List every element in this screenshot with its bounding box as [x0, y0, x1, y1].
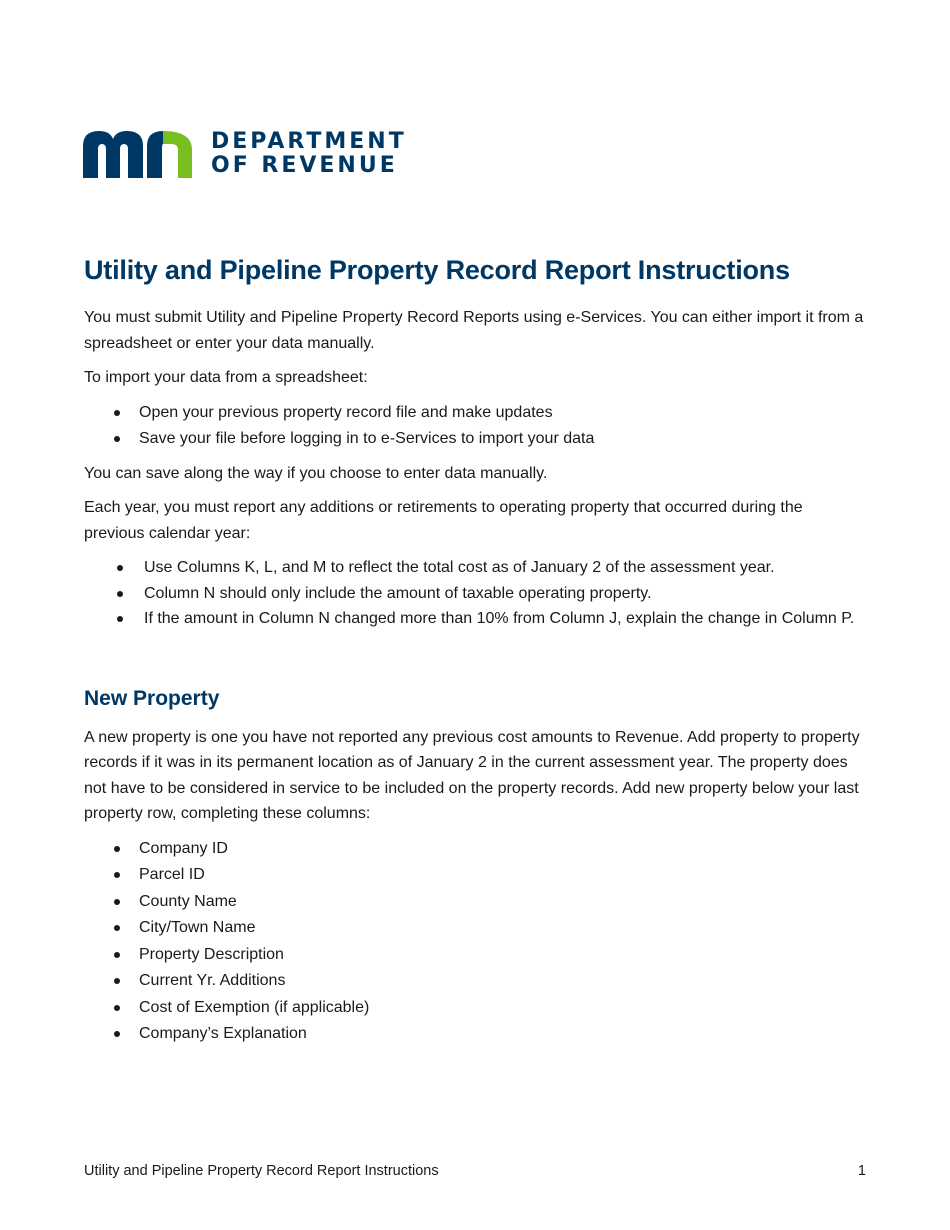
logo-text: [211, 130, 407, 178]
page-number: 1: [857, 1163, 866, 1179]
list-item: Company ID: [84, 836, 866, 862]
department-logo: [83, 128, 407, 180]
logo-line-1: DEPARTMENT: [211, 129, 407, 155]
yearly-items-list: [84, 555, 866, 632]
manual-note: You can save along the way if you choose to enter data manually.: [84, 464, 548, 482]
intro-paragraph: You must submit Utility and Pipeline Property Record Reports using e-Services. You can either import it from a spreadsheet or enter your data manually.: [84, 309, 864, 352]
new-property-columns-list: [84, 836, 866, 1047]
yearly-intro: Each year, you must report any additions or retirements to operating property that occurred during the previous calendar year:: [84, 499, 803, 542]
list-item: Use Columns K, L, and M to reflect the total cost as of January 2 of the assessment year.: [84, 555, 866, 581]
footer-title: Utility and Pipeline Property Record Report Instructions: [84, 1163, 439, 1179]
list-item: Save your file before logging in to e-Services to import your data: [84, 426, 866, 452]
section-spacer: [84, 641, 866, 685]
list-item: Current Yr. Additions: [84, 968, 866, 994]
list-item: City/Town Name: [84, 915, 866, 941]
list-item: Cost of Exemption (if applicable): [84, 995, 866, 1021]
list-item: Column N should only include the amount of taxable operating property.: [84, 581, 866, 607]
list-item: Open your previous property record file and make updates: [84, 400, 866, 426]
list-item: If the amount in Column N changed more than 10% from Column J, explain the change in Column P.: [84, 606, 866, 632]
list-item: Parcel ID: [84, 862, 866, 888]
document-body: [84, 252, 866, 1056]
import-steps-list: [84, 400, 866, 452]
new-property-paragraph: A new property is one you have not reported any previous cost amounts to Revenue. Add property to property records if it was in its permanent location as of January 2 in the current assessment year. The property does not have to be considered in service to be included on the property records. Add new property below your last property row, completing these columns:: [84, 728, 860, 822]
list-item: County Name: [84, 889, 866, 915]
logo-line-2: OF REVENUE: [211, 153, 398, 178]
new-property-heading: New Property: [84, 686, 220, 710]
import-heading: To import your data from a spreadsheet:: [84, 369, 368, 386]
list-item: Property Description: [84, 942, 866, 968]
page-title: Utility and Pipeline Property Record Report Instructions: [84, 255, 790, 285]
page-footer: [84, 1160, 866, 1182]
mn-logo-mark-icon: [83, 130, 193, 178]
list-item: Company’s Explanation: [84, 1021, 866, 1047]
